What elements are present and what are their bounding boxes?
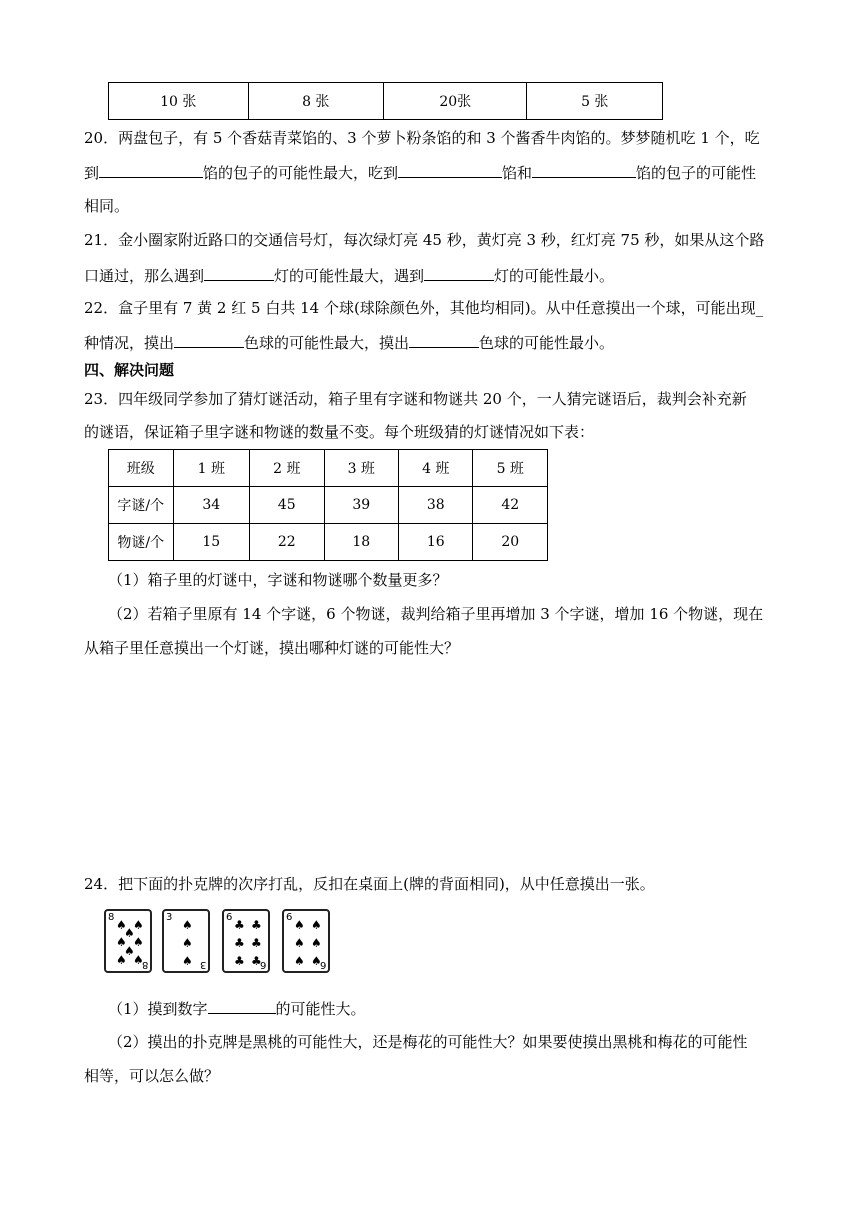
svg-text:♠: ♠ [182,954,193,968]
svg-text:♠: ♠ [124,944,135,958]
q20-line3: 相同。 [84,197,130,215]
table-cell: 38 [399,487,473,524]
table-cell: 45 [250,487,324,524]
answer-blank[interactable] [424,264,494,281]
q23-sub1: （1）箱子里的灯谜中，字谜和物谜哪个数量更多？ [108,571,448,589]
svg-text:♣: ♣ [251,918,262,932]
q22-line1: 22．盒子里有 7 黄 2 红 5 白共 14 个球(球除颜色外，其他均相同)。从中任意摸出一个球，可能出现_ [84,299,764,317]
svg-text:♣: ♣ [234,954,245,968]
answer-blank[interactable] [174,331,244,348]
svg-text:♠: ♠ [311,918,322,932]
q22-line2: 种情况，摸出 色球的可能性最大，摸出 色球的可能性最小。 [84,331,614,353]
svg-text:♣: ♣ [251,954,262,968]
table-cell: 5 张 [527,83,663,120]
svg-text:♠: ♠ [124,926,135,940]
svg-text:♠: ♠ [182,918,193,932]
table-header-cell: 4 班 [399,450,473,487]
table-header-cell: 5 班 [473,450,548,487]
svg-text:♣: ♣ [251,936,262,950]
svg-text:♠: ♠ [294,954,305,968]
svg-text:♠: ♠ [116,918,127,932]
q20-line2: 到 馅的包子的可能性最大，吃到 馅和 馅的包子的可能性 [84,161,756,183]
table-cell: 42 [473,487,548,524]
table-cell: 字谜/个 [109,487,174,524]
svg-text:♠: ♠ [294,918,305,932]
table-row [109,524,548,561]
answer-blank[interactable] [398,161,502,178]
table-cell: 物谜/个 [109,524,174,561]
table-cell: 34 [173,487,249,524]
table-header-cell: 3 班 [324,450,398,487]
q24-sub2-line1: （2）摸出的扑克牌是黑桃的可能性大，还是梅花的可能性大？如果要使摸出黑桃和梅花的可能性 [108,1033,748,1051]
table-cell: 10 张 [109,83,249,120]
table-cell: 15 [173,524,249,561]
q24-line1: 24．把下面的扑克牌的次序打乱，反扣在桌面上(牌的背面相同)，从中任意摸出一张。 [84,875,655,893]
q23-sub2-line2: 从箱子里任意摸出一个灯谜，摸出哪种灯谜的可能性大？ [84,639,460,657]
answer-blank[interactable] [409,331,479,348]
svg-text:♠: ♠ [116,953,127,967]
answer-blank[interactable] [99,161,203,178]
svg-text:♠: ♠ [133,935,144,949]
svg-text:♠: ♠ [182,936,193,950]
spade-icon [114,917,146,969]
svg-text:♣: ♣ [234,918,245,932]
svg-text:♠: ♠ [311,936,322,950]
q23-sub2-line1: （2）若箱子里原有 14 个字谜，6 个物谜，裁判给箱子里再增加 3 个字谜，增加 16 个物谜，现在 [108,605,764,623]
playing-card: 3 3 ♠ ♠ ♠ [162,909,210,973]
q23-line1: 23．四年级同学参加了猜灯谜活动，箱子里有字谜和物谜共 20 个，一人猜完谜语后，裁判会补充新 [84,390,747,408]
table-header-cell: 1 班 [173,450,249,487]
table-cell: 8 张 [248,83,384,120]
q24-sub1: （1）摸到数字 的可能性大。 [108,997,366,1019]
answer-blank[interactable] [204,264,274,281]
table-header-cell: 班级 [109,450,174,487]
answer-blank[interactable] [532,161,636,178]
q21-line1: 21．金小圈家附近路口的交通信号灯，每次绿灯亮 45 秒，黄灯亮 3 秒，红灯亮 75 秒，如果从这个路 [84,231,765,249]
table-cell: 22 [250,524,324,561]
club-icon [232,917,264,969]
table-header-cell: 2 班 [250,450,324,487]
table-cell: 20张 [384,83,527,120]
svg-text:♠: ♠ [133,918,144,932]
svg-text:♠: ♠ [133,953,144,967]
table-cell: 16 [399,524,473,561]
answer-blank[interactable] [208,997,276,1014]
spade-icon [172,917,204,969]
q24-sub2-line2: 相等，可以怎么做？ [84,1067,220,1085]
svg-text:♠: ♠ [116,935,127,949]
section-heading: 四、解决问题 [84,361,175,379]
table-row [109,487,548,524]
svg-text:♠: ♠ [294,936,305,950]
table-cell: 39 [324,487,398,524]
spade-icon [292,917,324,969]
playing-card: 6 6 ♠ ♠ ♠ ♠ ♠ ♠ [282,909,330,973]
svg-text:♣: ♣ [234,936,245,950]
table-cell: 18 [324,524,398,561]
card-count-table [108,82,663,120]
riddle-table [108,449,548,561]
q20-line1: 20．两盘包子，有 5 个香菇青菜馅的、3 个萝卜粉条馅的和 3 个酱香牛肉馅的。梦梦随机吃 1 个，吃 [84,129,760,147]
q21-line2: 口通过，那么遇到 灯的可能性最大，遇到 灯的可能性最小。 [84,264,614,286]
svg-text:♠: ♠ [311,954,322,968]
playing-card: 6 6 ♣ ♣ ♣ ♣ ♣ ♣ [222,909,270,973]
playing-card: 8 8 ♠ ♠ ♠ ♠ ♠ ♠ ♠ ♠ [104,909,152,973]
q23-line2: 的谜语，保证箱子里字谜和物谜的数量不变。每个班级猜的灯谜情况如下表： [84,423,595,441]
table-cell: 20 [473,524,548,561]
